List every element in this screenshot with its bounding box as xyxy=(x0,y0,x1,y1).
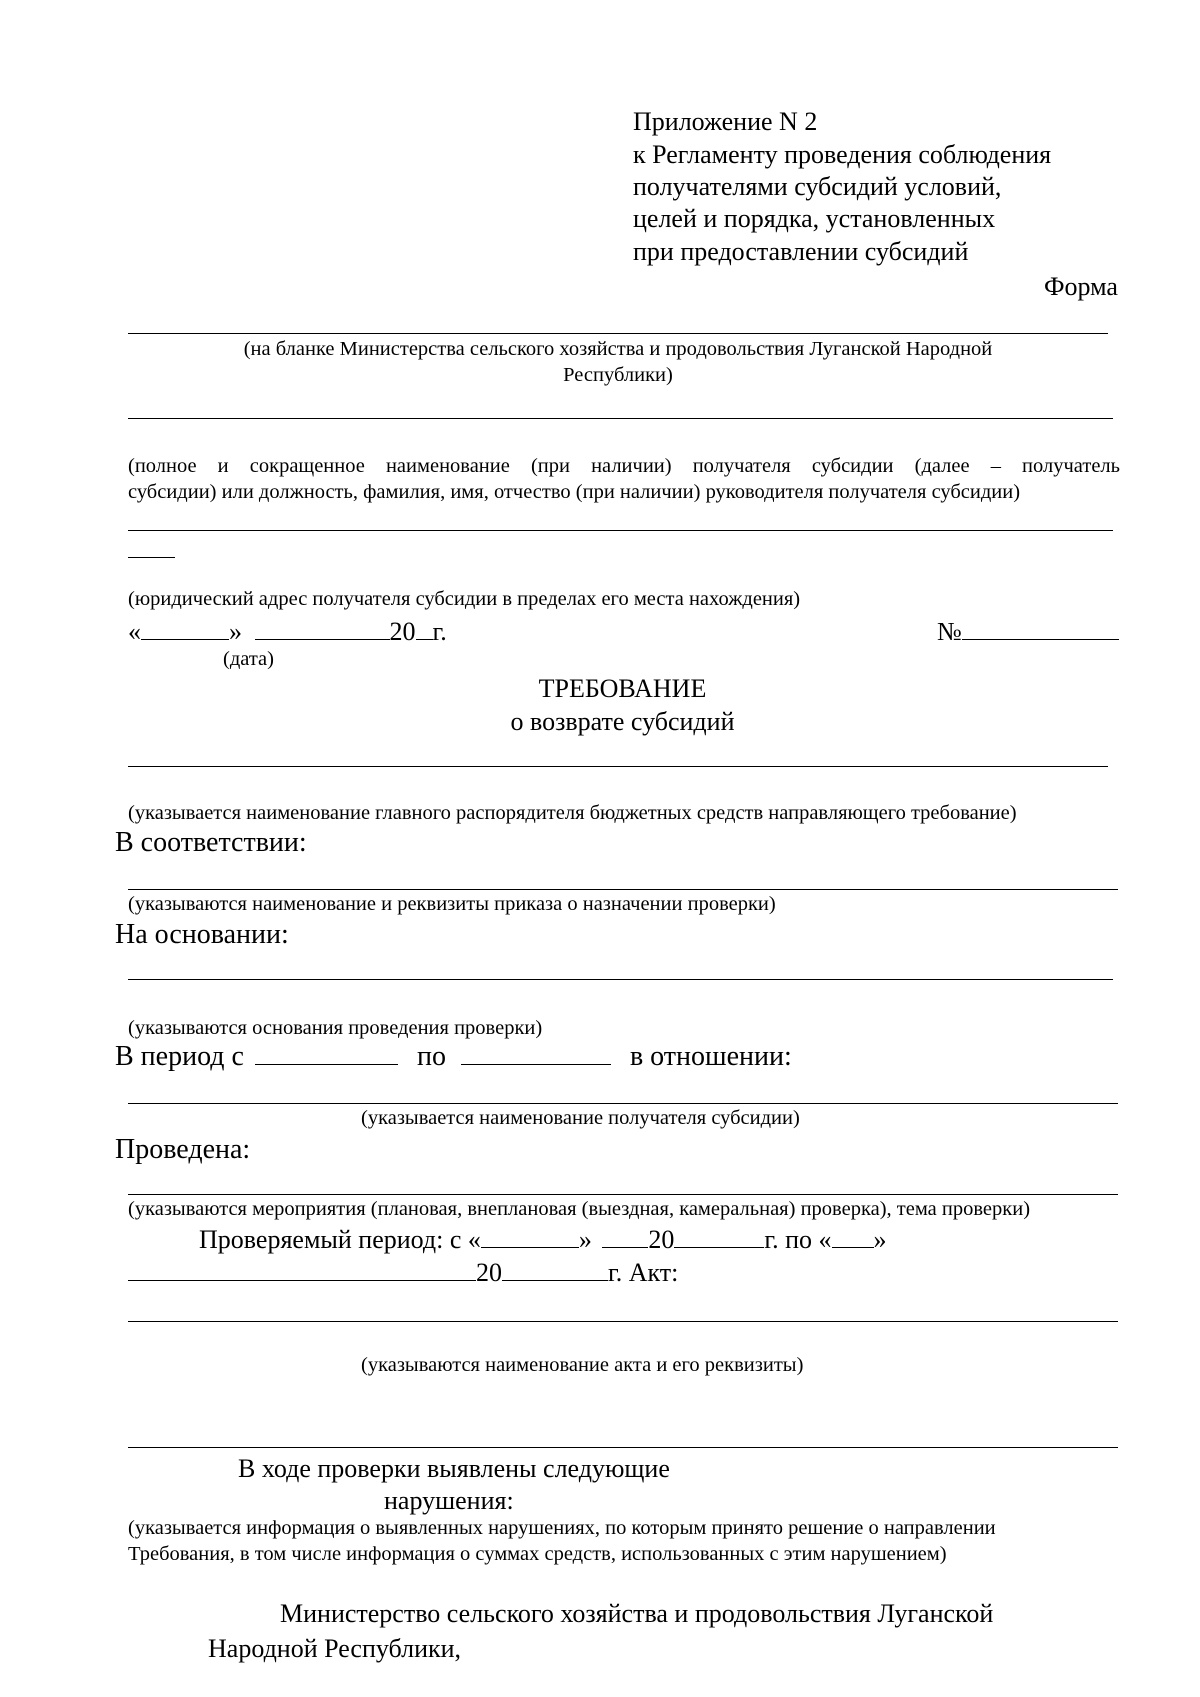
checked-month-blank xyxy=(602,1223,648,1248)
period-line xyxy=(128,1103,1118,1104)
appendix-title: Приложение N 2 xyxy=(633,107,818,136)
basis-line xyxy=(128,979,1113,980)
accordance-label: В соответствии: xyxy=(115,827,307,858)
address-line xyxy=(128,530,1113,531)
appendix-line: при предоставлении субсидий xyxy=(633,237,969,266)
day-blank xyxy=(141,615,229,640)
appendix-line: получателями субсидий условий, xyxy=(633,172,1002,201)
conducted-line xyxy=(128,1194,1118,1195)
conducted-label: Проведена: xyxy=(115,1134,251,1165)
violations-note: Требования, в том числе информация о суммах средств, использованных с этим нарушением) xyxy=(128,1543,947,1565)
violations-note: (указывается информация о выявленных нарушениях, по которым принято решение о направлении xyxy=(128,1517,996,1539)
period-note: (указывается наименование получателя субсидии) xyxy=(361,1107,800,1129)
period-from-label: В период с xyxy=(115,1041,244,1072)
month-blank xyxy=(255,615,390,640)
appendix-line: к Регламенту проведения соблюдения xyxy=(633,140,1052,169)
year-suffix: г. xyxy=(432,617,447,646)
ministry-line: Народной Республики, xyxy=(208,1634,462,1663)
appendix-line: целей и порядка, установленных xyxy=(633,204,996,233)
basis-label: На основании: xyxy=(115,919,289,950)
period-regarding-label: в отношении: xyxy=(629,1041,792,1072)
recipient-note: субсидии) или должность, фамилия, имя, отчество (при наличии) руководителя получателя субсидии) xyxy=(128,481,1021,503)
number-sign: № xyxy=(937,617,962,646)
basis-note: (указываются основания проведения проверки) xyxy=(128,1017,543,1039)
ministry-line: Министерство сельского хозяйства и продовольствия Луганской xyxy=(280,1599,994,1628)
form-label: Форма xyxy=(1044,272,1118,301)
year-blank xyxy=(416,615,433,640)
quote-close: » xyxy=(873,1225,887,1254)
number-blank xyxy=(962,615,1119,640)
checked-year2-prefix: 20 xyxy=(476,1258,502,1287)
distributor-note: (указывается наименование главного распорядителя бюджетных средств направляющего требование) xyxy=(128,802,1017,824)
quote-open: « xyxy=(818,1225,832,1254)
document-number xyxy=(937,615,1119,648)
quote-open: « xyxy=(467,1225,481,1254)
conducted-note: (указываются мероприятия (плановая, внеплановая (выездная, камеральная) проверка), тема проверки) xyxy=(128,1198,1031,1220)
violations-line xyxy=(128,1447,1118,1448)
date-line xyxy=(128,615,447,648)
act-note: (указываются наименование акта и его реквизиты) xyxy=(361,1354,804,1376)
checked-year-suffix: г. по xyxy=(764,1225,813,1254)
quote-close: » xyxy=(229,617,242,646)
period-to-blank xyxy=(461,1040,611,1065)
recipient-note: (полное и сокращенное наименование (при наличии) получателя субсидии (далее – получатель xyxy=(128,455,1120,477)
act-line xyxy=(128,1321,1118,1322)
checked-year2-blank xyxy=(502,1256,608,1281)
accordance-line xyxy=(128,889,1118,890)
period-row xyxy=(115,1040,792,1074)
document-title: ТРЕБОВАНИЕ xyxy=(538,674,707,703)
accordance-note: (указываются наименование и реквизиты приказа о назначении проверки) xyxy=(128,893,776,915)
violations-heading: В ходе проверки выявлены следующие xyxy=(238,1454,670,1483)
letterhead-note: Республики) xyxy=(563,364,673,386)
year-prefix: 20 xyxy=(389,617,416,646)
distributor-line xyxy=(128,766,1108,767)
checked-year-blank xyxy=(674,1223,764,1248)
act-label: г. Акт: xyxy=(608,1258,679,1287)
checked-to-month-blank xyxy=(128,1256,476,1281)
checked-day-blank xyxy=(481,1223,579,1248)
document-subtitle: о возврате субсидий xyxy=(510,707,735,736)
letterhead-note: (на бланке Министерства сельского хозяйства и продовольствия Луганской Народной xyxy=(243,338,993,360)
checked-to-day-blank xyxy=(832,1223,874,1248)
address-note: (юридический адрес получателя субсидии в пределах его места нахождения) xyxy=(128,588,801,610)
checked-period-row-2 xyxy=(128,1256,678,1289)
violations-heading: нарушения: xyxy=(384,1486,514,1515)
period-from-blank xyxy=(255,1040,398,1065)
period-to-label: по xyxy=(416,1041,446,1072)
checked-period-row xyxy=(199,1223,887,1256)
address-line-short xyxy=(128,557,175,558)
recipient-line xyxy=(128,418,1113,419)
quote-open: « xyxy=(128,617,141,646)
quote-close: » xyxy=(578,1225,592,1254)
checked-period-label: Проверяемый период: с xyxy=(199,1225,462,1254)
letterhead-line xyxy=(128,333,1108,334)
date-label: (дата) xyxy=(223,648,274,670)
checked-year-prefix: 20 xyxy=(648,1225,675,1254)
